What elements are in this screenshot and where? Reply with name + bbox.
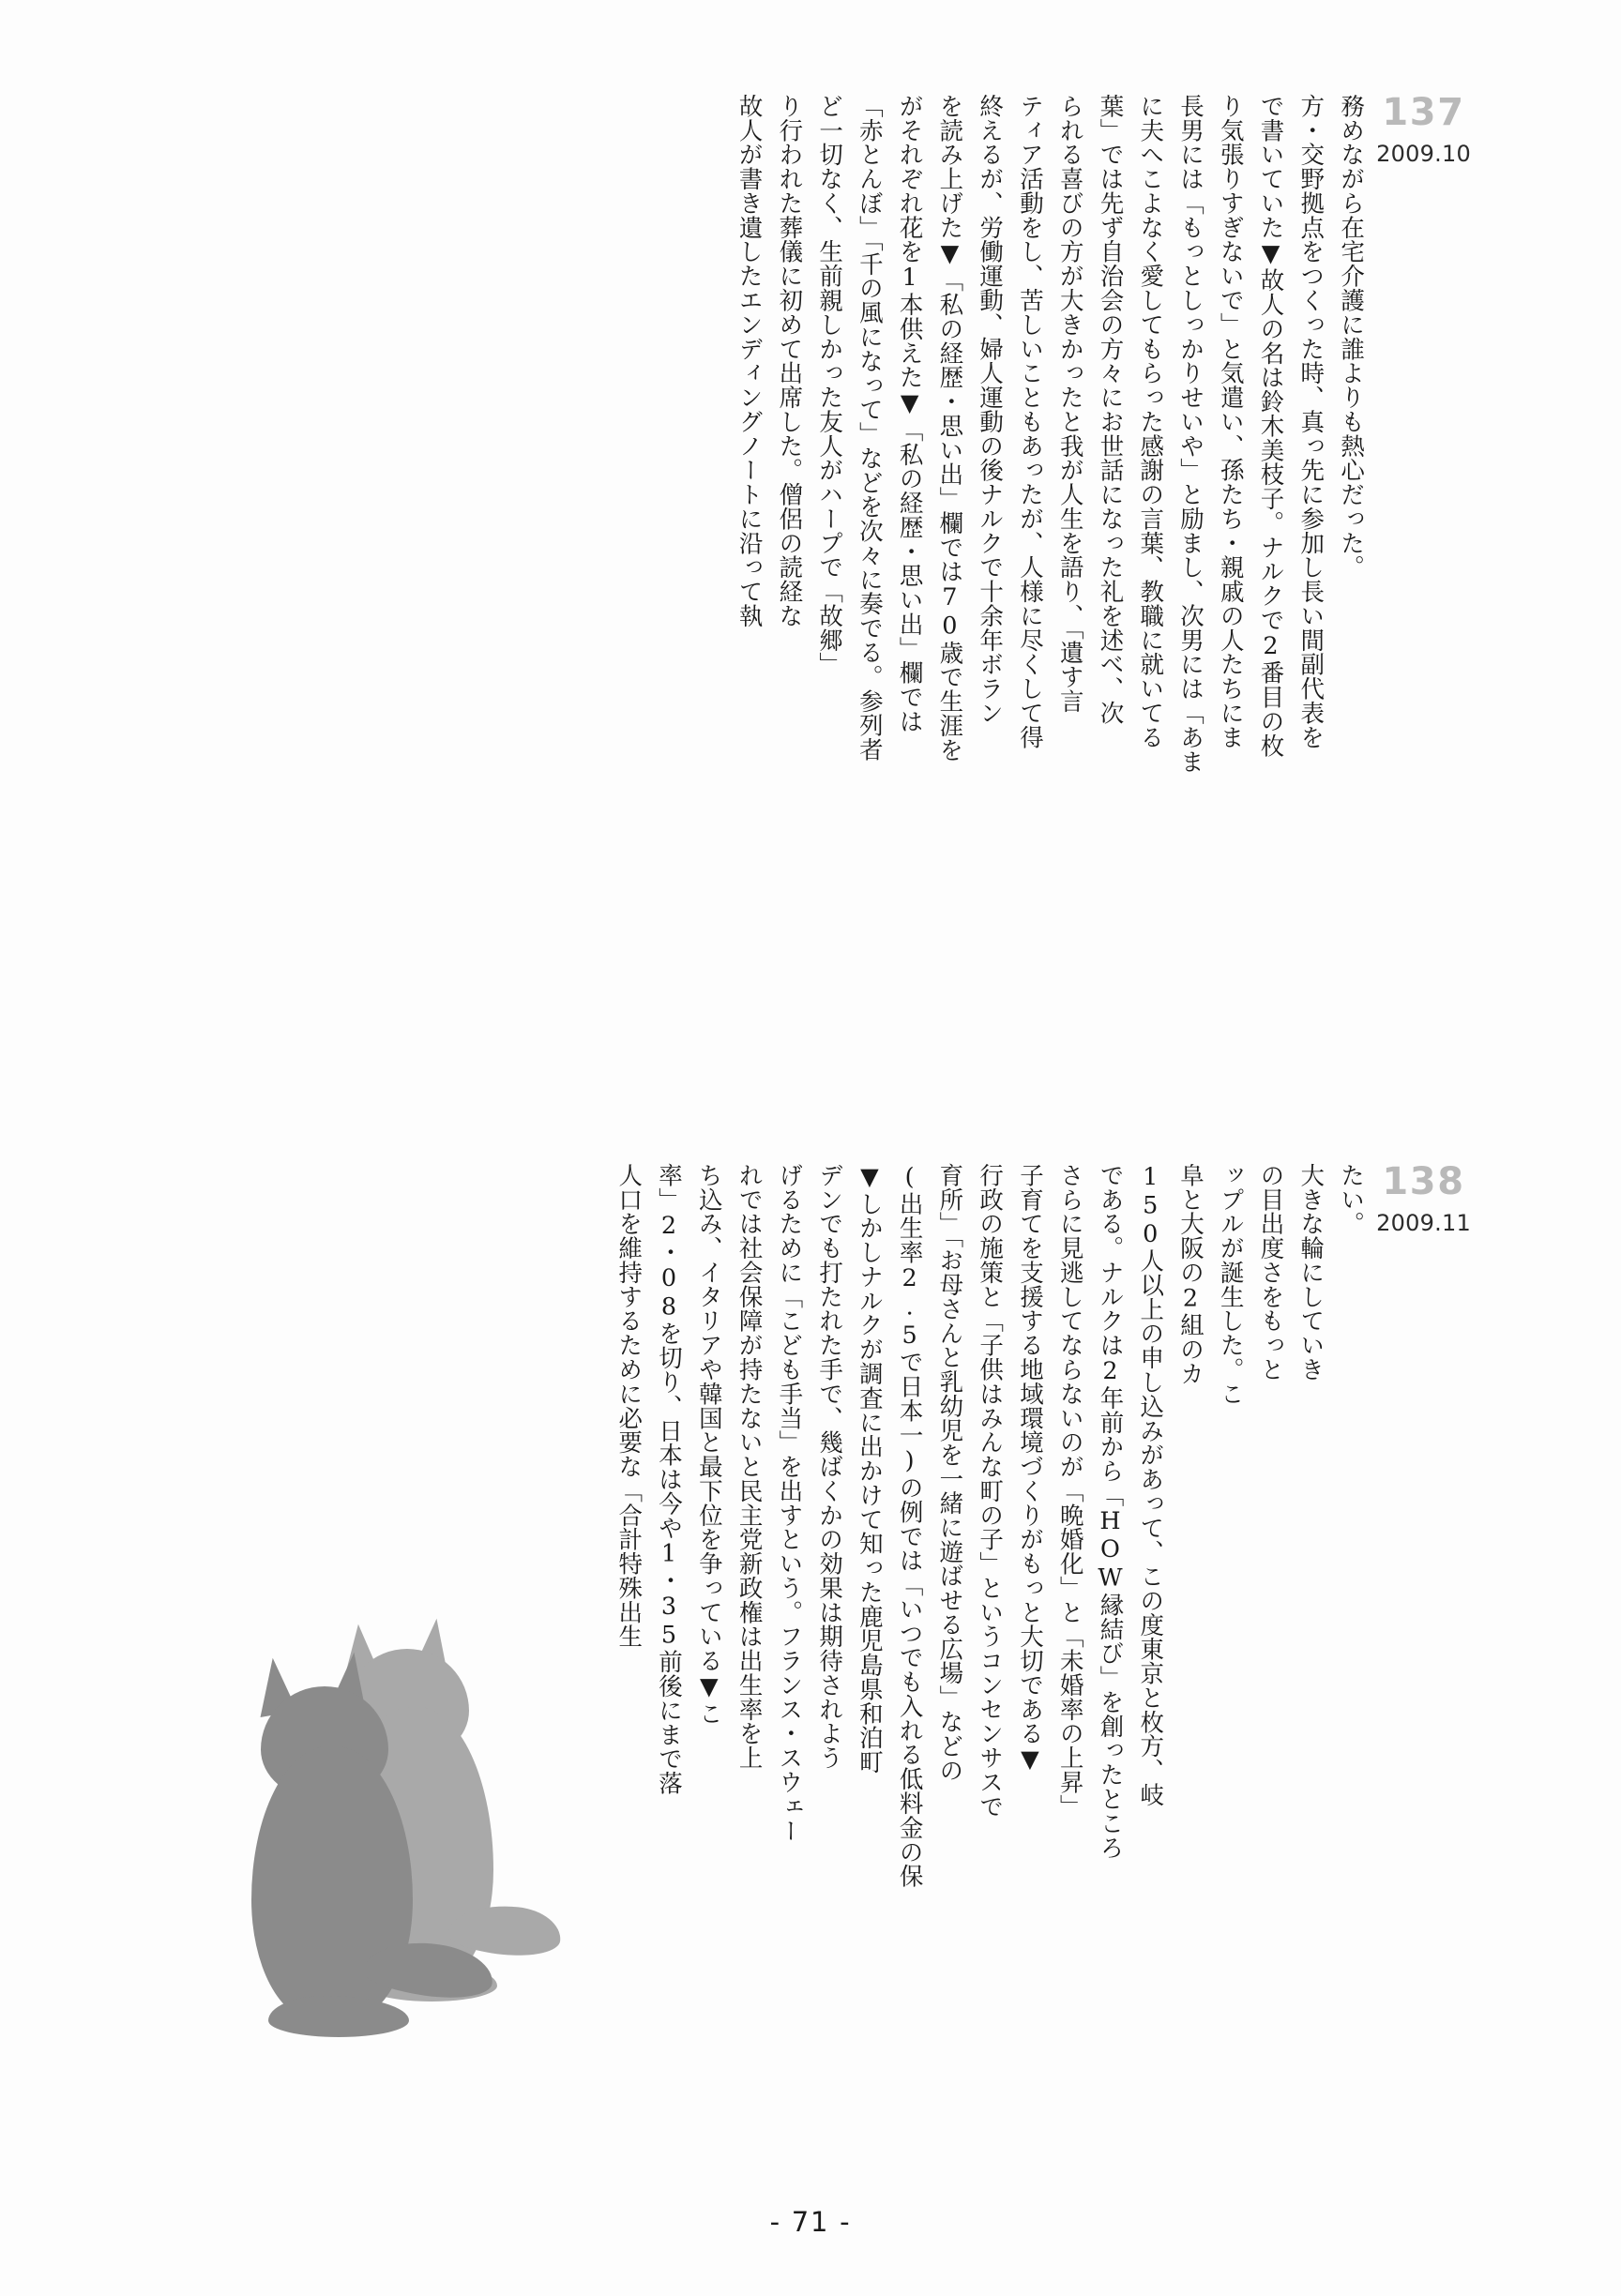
article-137-column: 方・交野拠点をつくった時、真っ先に参加し長い間副代表を — [1296, 94, 1326, 749]
article-138-column: (出生率2.5で日本一)の例では「いつでも入れる低料金の保 — [895, 1163, 924, 1889]
article-138 — [607, 1160, 1471, 2167]
article-138-header — [1376, 1160, 1471, 1236]
two-cats-illustration — [225, 1538, 563, 2129]
article-138-column: 行政の施策と「子供はみんな町の子」というコンセンサスで — [976, 1163, 1005, 1819]
article-137-column: 故人が書き遺したエンディングノートに沿って執 — [735, 94, 764, 628]
article-138-column: 阜と大阪の2組のカ — [1176, 1163, 1204, 1386]
article-138-column: 育所」「お母さんと乳幼児を一緒に遊ばせる広場」などの — [935, 1163, 964, 1783]
article-137-column: り気張りすぎないで」と気遣い、孫たち・親戚の人たちにま — [1216, 94, 1245, 749]
article-137-column: 長男には「もっとしっかりせいや」と励まし、次男には「あま — [1176, 94, 1204, 774]
article-138-column: 人口を維持するために必要な「合計特殊出生 — [614, 1163, 644, 1649]
article-138-column: さらに見逃してならないのが「晩婚化」と「未婚率の上昇」 — [1055, 1163, 1084, 1819]
article-138-column: デンでも打たれた手で、幾ばくかの効果は期待されよう — [815, 1163, 844, 1771]
article-137-column: り行われた葬儀に初めて出席した。僧侶の読経な — [775, 94, 804, 628]
article-137-column: 葉」では先ず自治会の方々にお世話になった礼を述べ、次 — [1096, 94, 1125, 725]
article-137-number: 137 — [1382, 91, 1465, 134]
article-138-column: たい。 — [1337, 1163, 1366, 1236]
article-137-date: 2009.10 — [1376, 141, 1471, 167]
article-137-column: を読み上げた▼「私の経歴・思い出」欄では70歳で生涯を — [935, 94, 964, 763]
article-137-header — [1376, 91, 1471, 167]
article-138-column: 子育てを支援する地域環境づくりがもっと大切である▼ — [1015, 1163, 1044, 1775]
article-137-column: 務めながら在宅介護に誰よりも熱心だった。 — [1337, 94, 1366, 580]
article-138-column: ップルが誕生した。こ — [1216, 1163, 1245, 1406]
article-138-body — [607, 1163, 1370, 2167]
article-138-date: 2009.11 — [1376, 1210, 1471, 1236]
article-138-column: 率」2・08を切り、日本は今や1・35前後にまで落 — [655, 1163, 684, 1796]
article-138-column: げるために「こども手当」を出すという。フランス・スウェー — [775, 1163, 804, 1843]
cat-front-foot-icon — [268, 1996, 409, 2037]
article-138-number: 138 — [1382, 1160, 1465, 1203]
article-138-column: ち込み、イタリアや韓国と最下位を争っている▼こ — [694, 1163, 723, 1726]
article-137 — [727, 91, 1471, 1050]
article-137-column: られる喜びの方が大きかったと我が人生を語り、「遺す言 — [1055, 94, 1084, 714]
article-138-column: の目出度さをもっと — [1256, 1163, 1285, 1382]
article-137-body — [727, 94, 1369, 1050]
article-137-column: 終えるが、労働運動、婦人運動の後ナルクで十余年ボラン — [976, 94, 1005, 725]
article-137-column: ティア活動をし、苦しいこともあったが、人様に尽くして得 — [1015, 94, 1044, 749]
article-138-column: ▼しかしナルクが調査に出かけて知った鹿児島県和泊町 — [855, 1163, 884, 1775]
article-137-column: 「赤とんぼ」「千の風になって」などを次々に奏でる。参列者 — [855, 94, 884, 762]
article-138-column: 大きな輪にしていき — [1296, 1163, 1326, 1382]
article-138-column: 150人以上の申し込みがあって、この度東京と枚方、岐 — [1136, 1163, 1165, 1807]
article-137-column: がそれぞれ花を1本供えた▼「私の経歴・思い出」欄では — [895, 94, 924, 733]
article-137-column: で書いていた▼故人の名は鈴木美枝子。ナルクで2番目の枚 — [1256, 94, 1285, 758]
page-number: - 71 - — [769, 2206, 852, 2238]
article-138-column: れでは社会保障が持たないと民主党新政権は出生率を上 — [735, 1163, 764, 1771]
article-138-column: である。ナルクは2年前から「HOW縁結び」を創ったところ — [1096, 1163, 1125, 1860]
article-137-column: に夫へこよなく愛してもらった感謝の言葉、教職に就いてる — [1136, 94, 1165, 749]
article-137-column: ど一切なく、生前親しかった友人がハープで「故郷」 — [815, 94, 844, 677]
